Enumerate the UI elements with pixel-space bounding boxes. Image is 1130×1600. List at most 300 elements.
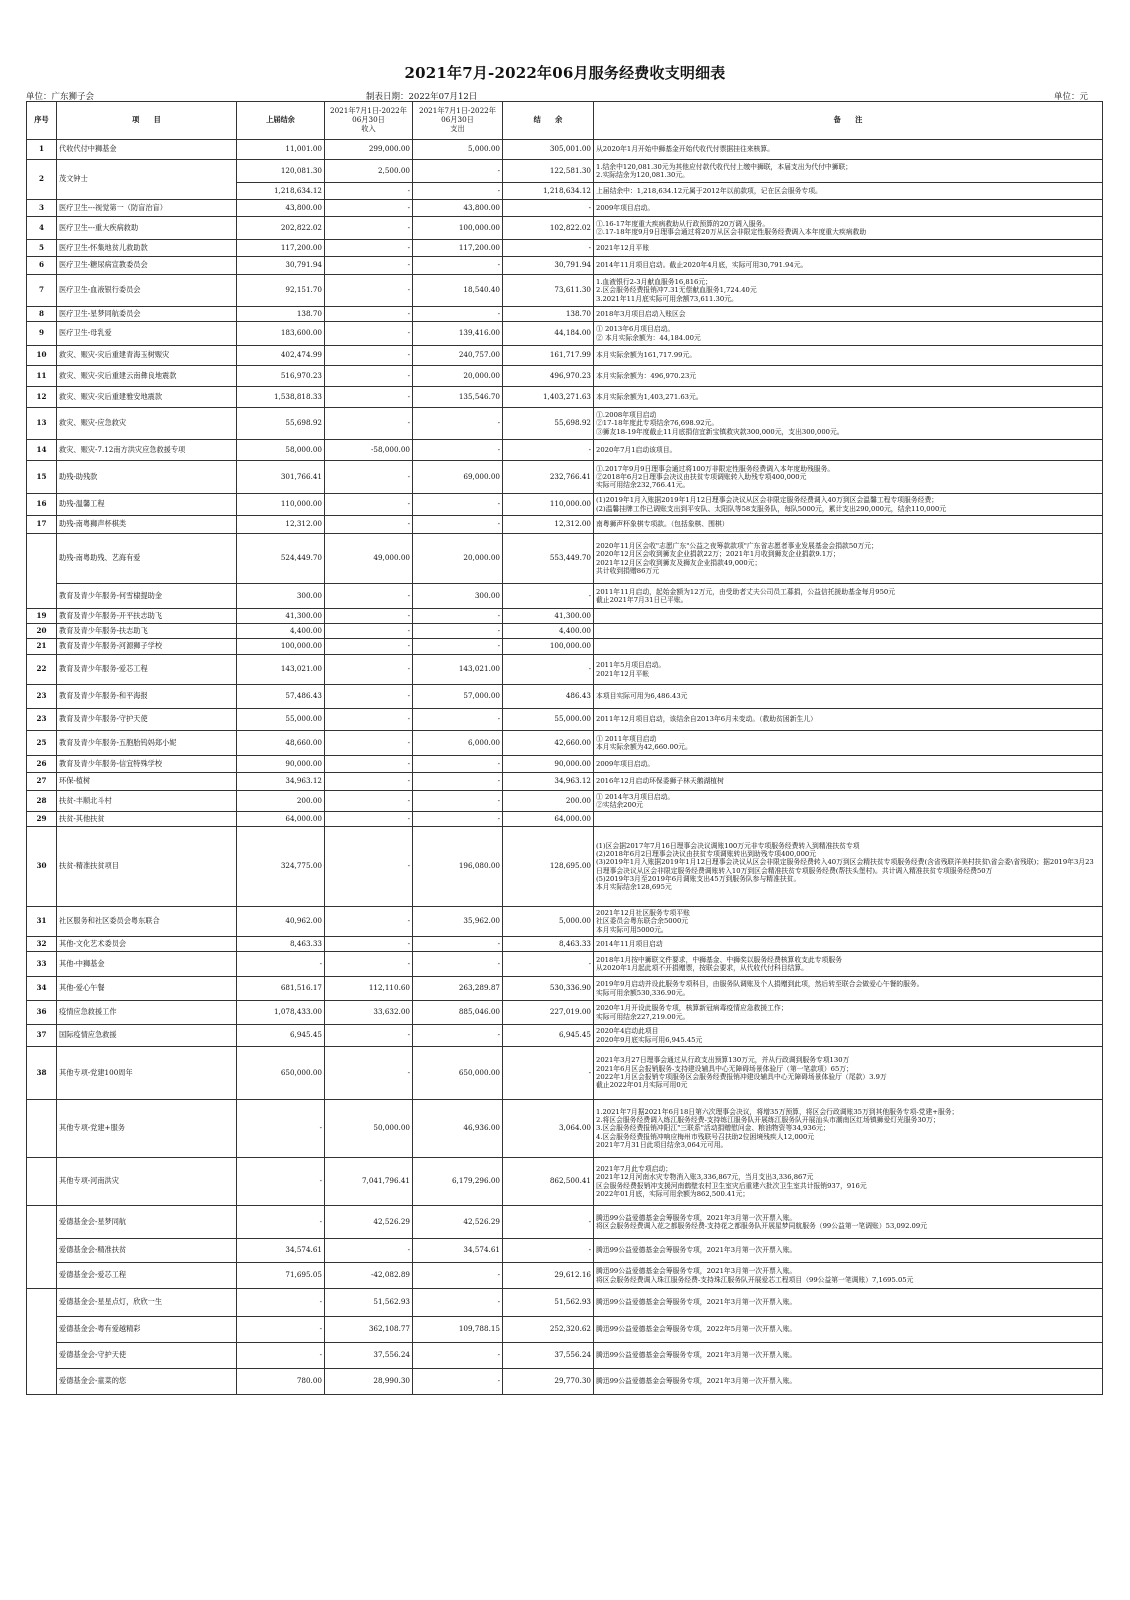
cell-item: 助残-南粤助残、艺海有爱 bbox=[57, 534, 237, 584]
cell-income: - bbox=[325, 516, 413, 534]
cell-item: 其他-文化艺术委员会 bbox=[57, 937, 237, 952]
header-item: 项 目 bbox=[57, 102, 237, 140]
table-row bbox=[27, 791, 1103, 812]
cell-expense: - bbox=[413, 609, 503, 624]
cell-income: - bbox=[325, 257, 413, 275]
cell-expense: 42,526.29 bbox=[413, 1206, 503, 1239]
table-row bbox=[27, 1239, 1103, 1263]
cell-income: - bbox=[325, 624, 413, 639]
cell-balance: - bbox=[503, 200, 594, 217]
table-row bbox=[27, 685, 1103, 709]
cell-item: 疫情应急救援工作 bbox=[57, 1001, 237, 1025]
cell-prev-balance: 324,775.00 bbox=[237, 827, 325, 907]
table-row bbox=[27, 1343, 1103, 1369]
cell-seq: 23 bbox=[27, 685, 57, 709]
cell-expense: 300.00 bbox=[413, 584, 503, 609]
cell-income: - bbox=[325, 609, 413, 624]
cell-income: 49,000.00 bbox=[325, 534, 413, 584]
cell-prev-balance: 301,766.41 bbox=[237, 461, 325, 494]
cell-expense: 6,179,296.00 bbox=[413, 1158, 503, 1206]
cell-prev-balance: - bbox=[237, 1343, 325, 1369]
cell-note: 本月实际余额为1,403,271.63元。 bbox=[594, 387, 1103, 408]
cell-note: 2020年7月1启动该项目。 bbox=[594, 440, 1103, 461]
cell-item: 爱德基金会-星梦同航 bbox=[57, 1206, 237, 1239]
cell-income: - bbox=[325, 952, 413, 977]
cell-balance: 530,336.90 bbox=[503, 977, 594, 1001]
cell-expense: - bbox=[413, 1343, 503, 1369]
cell-balance: 128,695.00 bbox=[503, 827, 594, 907]
cell-note: 本项目实际可用为6,486.43元 bbox=[594, 685, 1103, 709]
cell-item: 助残-温馨工程 bbox=[57, 494, 237, 516]
cell-balance: 55,698.92 bbox=[503, 408, 594, 440]
table-row bbox=[27, 1263, 1103, 1289]
cell-prev-balance: - bbox=[237, 1289, 325, 1317]
cell-item: 爱德基金会-星星点灯，欣欣一生 bbox=[57, 1289, 237, 1317]
table-row bbox=[27, 624, 1103, 639]
cell-item: 社区服务和社区委员会粤东联合 bbox=[57, 907, 237, 937]
cell-expense: - bbox=[413, 773, 503, 791]
cell-income: 37,556.24 bbox=[325, 1343, 413, 1369]
cell-seq: 28 bbox=[27, 791, 57, 812]
cell-balance: 102,822.02 bbox=[503, 217, 594, 240]
table-row bbox=[27, 461, 1103, 494]
cell-item: 救灾、赈灾-灾后重建青海玉树赈灾 bbox=[57, 346, 237, 366]
cell-prev-balance: 650,000.00 bbox=[237, 1047, 325, 1100]
cell-item: 其他-爱心午餐 bbox=[57, 977, 237, 1001]
cell-seq bbox=[27, 534, 57, 609]
cell-item: 教育及青少年服务-守护天使 bbox=[57, 709, 237, 731]
cell-seq: 36 bbox=[27, 1001, 57, 1025]
cell-income: - bbox=[325, 461, 413, 494]
cell-seq: 13 bbox=[27, 408, 57, 440]
cell-income: 299,000.00 bbox=[325, 140, 413, 160]
cell-expense: 6,000.00 bbox=[413, 731, 503, 756]
cell-note: 本月实际余额为161,717.99元。 bbox=[594, 346, 1103, 366]
cell-balance: 232,766.41 bbox=[503, 461, 594, 494]
cell-expense: - bbox=[413, 408, 503, 440]
cell-balance: 5,000.00 bbox=[503, 907, 594, 937]
cell-seq: 10 bbox=[27, 346, 57, 366]
table-row bbox=[27, 907, 1103, 937]
header-prev-balance: 上届结余 bbox=[237, 102, 325, 140]
cell-item: 代收代付中狮基金 bbox=[57, 140, 237, 160]
cell-item: 其他专项-河南洪灾 bbox=[57, 1158, 237, 1206]
cell-item: 医疗卫生-母乳爱 bbox=[57, 322, 237, 346]
table-row bbox=[27, 160, 1103, 183]
cell-prev-balance: 1,218,634.12 bbox=[237, 183, 325, 200]
cell-balance: 29,612.16 bbox=[503, 1263, 594, 1289]
cell-balance: 34,963.12 bbox=[503, 773, 594, 791]
cell-note: 腾迅99公益爱德基金会筹服务专项，2021年3月第一次开票入账。 将区会服务经费调入花之都服务经费-支持花之都服务队开展星梦同航服务（99公益第一笔调账）53,092.09元 bbox=[594, 1206, 1103, 1239]
table-row bbox=[27, 609, 1103, 624]
cell-note bbox=[594, 639, 1103, 655]
cell-income: - bbox=[325, 685, 413, 709]
table-row bbox=[27, 1001, 1103, 1025]
cell-expense: 18,540.40 bbox=[413, 275, 503, 307]
cell-seq: 38 bbox=[27, 1047, 57, 1100]
cell-note: 2020年1月开设此服务专项，核算新冠病毒疫情应急救援工作； 实际可用结余227,219.00元。 bbox=[594, 1001, 1103, 1025]
cell-seq: 25 bbox=[27, 731, 57, 756]
table-row bbox=[27, 937, 1103, 952]
table-row bbox=[27, 709, 1103, 731]
cell-seq: 34 bbox=[27, 977, 57, 1001]
cell-seq: 3 bbox=[27, 200, 57, 217]
cell-seq: 32 bbox=[27, 937, 57, 952]
table-row bbox=[27, 387, 1103, 408]
cell-item: 爱德基金会-童菜的您 bbox=[57, 1369, 237, 1395]
table-row bbox=[27, 534, 1103, 584]
cell-balance: 8,463.33 bbox=[503, 937, 594, 952]
page-title: 2021年7月-2022年06月服务经费收支明细表 bbox=[404, 64, 726, 82]
cell-income: - bbox=[325, 1025, 413, 1047]
cell-expense: 46,936.00 bbox=[413, 1100, 503, 1158]
cell-expense: - bbox=[413, 160, 503, 183]
table-row bbox=[27, 257, 1103, 275]
cell-note: 1.2021年7月据2021年6月18日第六次理事会决议，将增35万预算，将区会行政调账35万到其他服务专项-党建+服务； 2.将区会服务经费调入练江服务经费-支持练江服务队开展练江服务队开展汕头市潮南区红场镇狮爱灯光服务30万； 3.区会服务经费报销冲阳江"三联系"活动捐赠慰问金、粮油物资等34,936元； 4.区会服务经费报销冲响应梅州市残联号召扶助2位困境残疾人12,000元 2021年7月31日此项目结余3,064元可用。 bbox=[594, 1100, 1103, 1158]
cell-balance: 51,562.93 bbox=[503, 1289, 594, 1317]
header-income: 2021年7月1日-2022年06月30日 收入 bbox=[325, 102, 413, 140]
cell-balance: 64,000.00 bbox=[503, 812, 594, 827]
table-row bbox=[27, 275, 1103, 307]
cell-item: 茂文钟士 bbox=[57, 160, 237, 200]
table-row bbox=[27, 140, 1103, 160]
cell-balance: 486.43 bbox=[503, 685, 594, 709]
cell-expense: 143,021.00 bbox=[413, 655, 503, 685]
cell-balance: 37,556.24 bbox=[503, 1343, 594, 1369]
cell-prev-balance: 402,474.99 bbox=[237, 346, 325, 366]
cell-note: 2014年11月项目启动 bbox=[594, 937, 1103, 952]
cell-prev-balance: 681,516.17 bbox=[237, 977, 325, 1001]
table-row bbox=[27, 731, 1103, 756]
cell-item: 医疗卫生---重大疾病救助 bbox=[57, 217, 237, 240]
cell-income: - bbox=[325, 773, 413, 791]
cell-item: 国际疫情应急救援 bbox=[57, 1025, 237, 1047]
cell-prev-balance: 55,698.92 bbox=[237, 408, 325, 440]
cell-balance: 122,581.30 bbox=[503, 160, 594, 183]
cell-income: - bbox=[325, 275, 413, 307]
cell-seq: 9 bbox=[27, 322, 57, 346]
cell-prev-balance: 30,791.94 bbox=[237, 257, 325, 275]
cell-seq bbox=[27, 1289, 57, 1395]
cell-seq bbox=[27, 1100, 57, 1158]
table-row bbox=[27, 1047, 1103, 1100]
cell-seq: 2 bbox=[27, 160, 57, 200]
cell-note: 腾迅99公益爱德基金会筹服务专项，2021年3月第一次开票入账。 bbox=[594, 1369, 1103, 1395]
cell-income: - bbox=[325, 907, 413, 937]
cell-item: 医疗卫生-星梦同航委员会 bbox=[57, 307, 237, 322]
cell-balance: 862,500.41 bbox=[503, 1158, 594, 1206]
cell-item: 环保-植树 bbox=[57, 773, 237, 791]
cell-item: 扶贫-其他扶贫 bbox=[57, 812, 237, 827]
cell-seq bbox=[27, 1158, 57, 1206]
table-row bbox=[27, 1369, 1103, 1395]
header-expense: 2021年7月1日-2022年06月30日 支出 bbox=[413, 102, 503, 140]
table-row bbox=[27, 1158, 1103, 1206]
cell-prev-balance: 202,822.02 bbox=[237, 217, 325, 240]
cell-note: 2014年11月项目启动。截止2020年4月底，实际可用30,791.94元。 bbox=[594, 257, 1103, 275]
cell-note: 1.血液银行2-3月献血服务16,816元； 2.区会服务经费报销冲7.31无偿献血服务1,724.40元 3.2021年11月底实际可用余额73,611.30元。 bbox=[594, 275, 1103, 307]
cell-note: 2020年4启动此项目 2020年9月底实际可用6,945.45元 bbox=[594, 1025, 1103, 1047]
cell-note: 2009年项目启动。 bbox=[594, 200, 1103, 217]
cell-item: 教育及青少年服务-和平海报 bbox=[57, 685, 237, 709]
cell-seq: 14 bbox=[27, 440, 57, 461]
cell-prev-balance: 58,000.00 bbox=[237, 440, 325, 461]
cell-income: - bbox=[325, 709, 413, 731]
cell-income: 362,108.77 bbox=[325, 1317, 413, 1343]
table-row bbox=[27, 307, 1103, 322]
cell-prev-balance: 48,660.00 bbox=[237, 731, 325, 756]
cell-prev-balance: 11,001.00 bbox=[237, 140, 325, 160]
table-row bbox=[27, 494, 1103, 516]
cell-seq: 4 bbox=[27, 217, 57, 240]
cell-expense: - bbox=[413, 494, 503, 516]
cell-expense: 109,788.15 bbox=[413, 1317, 503, 1343]
table-row bbox=[27, 408, 1103, 440]
cell-prev-balance: 34,963.12 bbox=[237, 773, 325, 791]
cell-item: 教育及青少年服务-信宜特殊学校 bbox=[57, 756, 237, 773]
cell-balance: - bbox=[503, 440, 594, 461]
cell-note: 2018年3月项目启动入账区会 bbox=[594, 307, 1103, 322]
cell-note: 腾迅99公益爱德基金会筹服务专项，2021年3月第一次开票入账。 bbox=[594, 1289, 1103, 1317]
cell-seq: 21 bbox=[27, 639, 57, 655]
cell-balance: 138.70 bbox=[503, 307, 594, 322]
cell-expense: 20,000.00 bbox=[413, 366, 503, 387]
cell-balance: 44,184.00 bbox=[503, 322, 594, 346]
table-row bbox=[27, 1289, 1103, 1317]
cell-item: 爱德基金会-爱芯工程 bbox=[57, 1263, 237, 1289]
cell-item: 救灾、赈灾-应急救灾 bbox=[57, 408, 237, 440]
cell-balance: 6,945.45 bbox=[503, 1025, 594, 1047]
cell-expense: - bbox=[413, 307, 503, 322]
cell-income: - bbox=[325, 791, 413, 812]
cell-prev-balance: 100,000.00 bbox=[237, 639, 325, 655]
cell-balance: 553,449.70 bbox=[503, 534, 594, 584]
cell-note: ① 2011年项目启动 本月实际余额为42,660.00元。 bbox=[594, 731, 1103, 756]
cell-income: - bbox=[325, 494, 413, 516]
cell-prev-balance: 4,400.00 bbox=[237, 624, 325, 639]
cell-expense: 100,000.00 bbox=[413, 217, 503, 240]
cell-note: ①.2017年9月9日理事会通过将100万非限定性服务经费调入本年度助残服务。 ②2018年6月2日理事会决议由扶贫专项调账转入助残专项400,000元 实际可用结余232,766.41元。 bbox=[594, 461, 1103, 494]
cell-prev-balance: 8,463.33 bbox=[237, 937, 325, 952]
cell-item: 医疗卫生-糖尿病宣教委员会 bbox=[57, 257, 237, 275]
cell-note: ①.16-17年度重大疾病救助从行政预算的20万调入服务。 ②.17-18年度9月9日理事会通过将20万从区会非限定性服务经费调入本年度重大疾病救助 bbox=[594, 217, 1103, 240]
cell-note: ① 2014年3月项目启动。 ②实结余200元 bbox=[594, 791, 1103, 812]
cell-prev-balance: 6,945.45 bbox=[237, 1025, 325, 1047]
cell-item: 爱德基金会-粤有爱越精彩 bbox=[57, 1317, 237, 1343]
cell-item: 救灾、赈灾-7.12南方洪灾应急救援专项 bbox=[57, 440, 237, 461]
expense-detail-table bbox=[26, 101, 1103, 1395]
cell-expense: - bbox=[413, 183, 503, 200]
cell-expense: 5,000.00 bbox=[413, 140, 503, 160]
cell-note: ①.2008年项目启动 ②17-18年度此专项结余76,698.92元。 ③狮友18-19年度截止11月底捐信宜新宝镇救灾款300,000元，支出300,000元。 bbox=[594, 408, 1103, 440]
cell-seq: 26 bbox=[27, 756, 57, 773]
cell-expense: - bbox=[413, 516, 503, 534]
cell-seq: 7 bbox=[27, 275, 57, 307]
cell-income: - bbox=[325, 584, 413, 609]
cell-expense: 43,800.00 bbox=[413, 200, 503, 217]
table-row bbox=[27, 1317, 1103, 1343]
cell-prev-balance: - bbox=[237, 1317, 325, 1343]
cell-note: 2011年12月项目启动，该结余自2013年6月未变动。（救助贫困新生儿） bbox=[594, 709, 1103, 731]
cell-prev-balance: 120,081.30 bbox=[237, 160, 325, 183]
cell-seq: 27 bbox=[27, 773, 57, 791]
cell-note: 2021年3月27日理事会通过从行政支出预算130万元，并从行政调到服务专项130万 2021年6月区会报销服务-支持建设辅具中心无障碍场景体验厅（第一笔款项）65万； 2022年1月区会报销专项服务区会服务经费报销冲建设辅具中心无障碍场景体验厅（尾款）3.9万 截止2022年01月实际可用0元 bbox=[594, 1047, 1103, 1100]
cell-balance: - bbox=[503, 240, 594, 257]
cell-note: 2011年11月启动，起始金额为12万元，由受助者丈夫公司员工募捐，公益信托援助基金每月950元 截止2021年7月31日已平账。 bbox=[594, 584, 1103, 609]
cell-prev-balance: 524,449.70 bbox=[237, 534, 325, 584]
cell-item: 教育及青少年服务-爱芯工程 bbox=[57, 655, 237, 685]
cell-balance: 29,770.30 bbox=[503, 1369, 594, 1395]
cell-balance: 41,300.00 bbox=[503, 609, 594, 624]
cell-item: 教育及青少年服务-何雪棣提助金 bbox=[57, 584, 237, 609]
cell-balance: 305,001.00 bbox=[503, 140, 594, 160]
cell-expense: 196,080.00 bbox=[413, 827, 503, 907]
cell-balance: 3,064.00 bbox=[503, 1100, 594, 1158]
cell-income: - bbox=[325, 240, 413, 257]
cell-prev-balance: - bbox=[237, 1206, 325, 1239]
cell-balance: 100,000.00 bbox=[503, 639, 594, 655]
cell-prev-balance: 34,574.61 bbox=[237, 1239, 325, 1263]
cell-balance: 42,660.00 bbox=[503, 731, 594, 756]
cell-income: 42,526.29 bbox=[325, 1206, 413, 1239]
cell-expense: 20,000.00 bbox=[413, 534, 503, 584]
cell-income: - bbox=[325, 731, 413, 756]
table-row bbox=[27, 655, 1103, 685]
cell-prev-balance: 780.00 bbox=[237, 1369, 325, 1395]
cell-income: 51,562.93 bbox=[325, 1289, 413, 1317]
table-row bbox=[27, 366, 1103, 387]
cell-income: 28,990.30 bbox=[325, 1369, 413, 1395]
cell-note: 1.结余中120,081.30元为其他应付款代收代付上缴中狮联，本届支出为代付中狮联； 2.实际结余为120,081.30元。 bbox=[594, 160, 1103, 183]
header-balance: 结 余 bbox=[503, 102, 594, 140]
cell-note: 本月实际余额为：496,970.23元 bbox=[594, 366, 1103, 387]
cell-expense: - bbox=[413, 791, 503, 812]
cell-balance: - bbox=[503, 952, 594, 977]
cell-item: 医疗卫生-血液银行委员会 bbox=[57, 275, 237, 307]
cell-expense: 117,200.00 bbox=[413, 240, 503, 257]
cell-expense: - bbox=[413, 440, 503, 461]
cell-note: 腾迅99公益爱德基金会筹服务专项，2021年3月第一次开票入账。 bbox=[594, 1239, 1103, 1263]
cell-expense: 885,046.00 bbox=[413, 1001, 503, 1025]
cell-balance: 227,019.00 bbox=[503, 1001, 594, 1025]
cell-item: 救灾、赈灾-灾后重建雅安地震款 bbox=[57, 387, 237, 408]
cell-note: 2021年7月此专项启动； 2021年12月河南水灾专物消入账3,336,867元，当月支出3,336,867元 区会服务经费报销冲支援河南鹤壁农村卫生室灾后重建六批次卫生室共计报销937，916元 2022年01月底，实际可用余额为862,500.41元； bbox=[594, 1158, 1103, 1206]
table-row bbox=[27, 584, 1103, 609]
cell-income: - bbox=[325, 217, 413, 240]
cell-balance: - bbox=[503, 584, 594, 609]
cell-expense: - bbox=[413, 1025, 503, 1047]
cell-note bbox=[594, 812, 1103, 827]
cell-prev-balance: - bbox=[237, 952, 325, 977]
table-row bbox=[27, 200, 1103, 217]
cell-expense: 650,000.00 bbox=[413, 1047, 503, 1100]
cell-prev-balance: 43,800.00 bbox=[237, 200, 325, 217]
cell-balance: 73,611.30 bbox=[503, 275, 594, 307]
cell-balance: 90,000.00 bbox=[503, 756, 594, 773]
table-row bbox=[27, 346, 1103, 366]
cell-prev-balance: - bbox=[237, 1158, 325, 1206]
table-row bbox=[27, 240, 1103, 257]
table-row bbox=[27, 440, 1103, 461]
cell-item: 教育及青少年服务-开平扶志助飞 bbox=[57, 609, 237, 624]
cell-balance: 55,000.00 bbox=[503, 709, 594, 731]
cell-prev-balance: 90,000.00 bbox=[237, 756, 325, 773]
cell-note: 腾迅99公益爱德基金会筹服务专项，2021年3月第一次开票入账。 bbox=[594, 1343, 1103, 1369]
cell-note: ① 2013年6月项目启动。 ② 本月实际余额为：44,184.00元 bbox=[594, 322, 1103, 346]
cell-item: 其他-中狮基金 bbox=[57, 952, 237, 977]
cell-note bbox=[594, 624, 1103, 639]
cell-item: 医疗卫生---视觉第一（防盲治盲） bbox=[57, 200, 237, 217]
table-row bbox=[27, 812, 1103, 827]
cell-seq: 30 bbox=[27, 827, 57, 907]
cell-expense: 139,416.00 bbox=[413, 322, 503, 346]
cell-income: 50,000.00 bbox=[325, 1100, 413, 1158]
table-row bbox=[27, 977, 1103, 1001]
cell-note: 2009年项目启动。 bbox=[594, 756, 1103, 773]
cell-prev-balance: 64,000.00 bbox=[237, 812, 325, 827]
cell-prev-balance: 12,312.00 bbox=[237, 516, 325, 534]
table-row bbox=[27, 217, 1103, 240]
cell-income: 33,632.00 bbox=[325, 1001, 413, 1025]
cell-seq: 19 bbox=[27, 609, 57, 624]
table-row bbox=[27, 322, 1103, 346]
cell-income: - bbox=[325, 183, 413, 200]
table-body bbox=[27, 140, 1103, 1395]
cell-note: 2020年11月区会收"志愿广东"公益之夜筹款款项"广东省志愿者事业发展基金会捐款50万元； 2020年12月区会收到狮友企业捐款22万；2021年1月收到狮友企业捐款9.1万； 2021年12月区会收到狮友及狮友企业捐款49,000元； 共计收到捐赠86万元 bbox=[594, 534, 1103, 584]
cell-prev-balance: 138.70 bbox=[237, 307, 325, 322]
cell-note: 2011年5月项目启动。 2021年12月平帐 bbox=[594, 655, 1103, 685]
cell-seq: 33 bbox=[27, 952, 57, 977]
cell-expense: - bbox=[413, 624, 503, 639]
cell-note: 2021年12月平账 bbox=[594, 240, 1103, 257]
cell-balance: 496,970.23 bbox=[503, 366, 594, 387]
org-unit-label: 单位：广东狮子会 bbox=[26, 92, 95, 102]
table-row bbox=[27, 1025, 1103, 1047]
cell-item: 助残-助残款 bbox=[57, 461, 237, 494]
cell-income: - bbox=[325, 655, 413, 685]
table-row bbox=[27, 516, 1103, 534]
cell-seq: 17 bbox=[27, 516, 57, 534]
cell-prev-balance: 516,970.23 bbox=[237, 366, 325, 387]
cell-expense: 57,000.00 bbox=[413, 685, 503, 709]
cell-balance: - bbox=[503, 655, 594, 685]
cell-prev-balance: 110,000.00 bbox=[237, 494, 325, 516]
cell-balance: 1,218,634.12 bbox=[503, 183, 594, 200]
cell-expense: 135,546.70 bbox=[413, 387, 503, 408]
cell-prev-balance: 57,486.43 bbox=[237, 685, 325, 709]
table-header-row bbox=[27, 102, 1103, 140]
cell-expense: 69,000.00 bbox=[413, 461, 503, 494]
cell-seq: 8 bbox=[27, 307, 57, 322]
cell-item: 爱德基金会-守护天使 bbox=[57, 1343, 237, 1369]
cell-prev-balance: 40,962.00 bbox=[237, 907, 325, 937]
cell-expense: - bbox=[413, 257, 503, 275]
cell-balance: - bbox=[503, 1047, 594, 1100]
cell-note: 上届结余中：1,218,634.12元属于2012年以前款项，记在区会服务专项。 bbox=[594, 183, 1103, 200]
cell-expense: 263,289.87 bbox=[413, 977, 503, 1001]
cell-income: - bbox=[325, 200, 413, 217]
cell-item: 爱德基金会-精准扶贫 bbox=[57, 1239, 237, 1263]
cell-income: 7,041,796.41 bbox=[325, 1158, 413, 1206]
cell-balance: 1,403,271.63 bbox=[503, 387, 594, 408]
cell-income: - bbox=[325, 756, 413, 773]
cell-note: (1)2019年1月入账据2019年1月12日理事会决议从区会非限定服务经费调入40万到区会温馨工程专项服务经费； (2)温馨挂牌工作已调账支出到平安队、太阳队等58支服务队，每队5000元，累计支出290,000元，结余110,000元 bbox=[594, 494, 1103, 516]
cell-income: - bbox=[325, 322, 413, 346]
cell-seq: 22 bbox=[27, 655, 57, 685]
cell-income: - bbox=[325, 1239, 413, 1263]
cell-item: 教育及青少年服务-河源狮子学校 bbox=[57, 639, 237, 655]
cell-income: - bbox=[325, 307, 413, 322]
